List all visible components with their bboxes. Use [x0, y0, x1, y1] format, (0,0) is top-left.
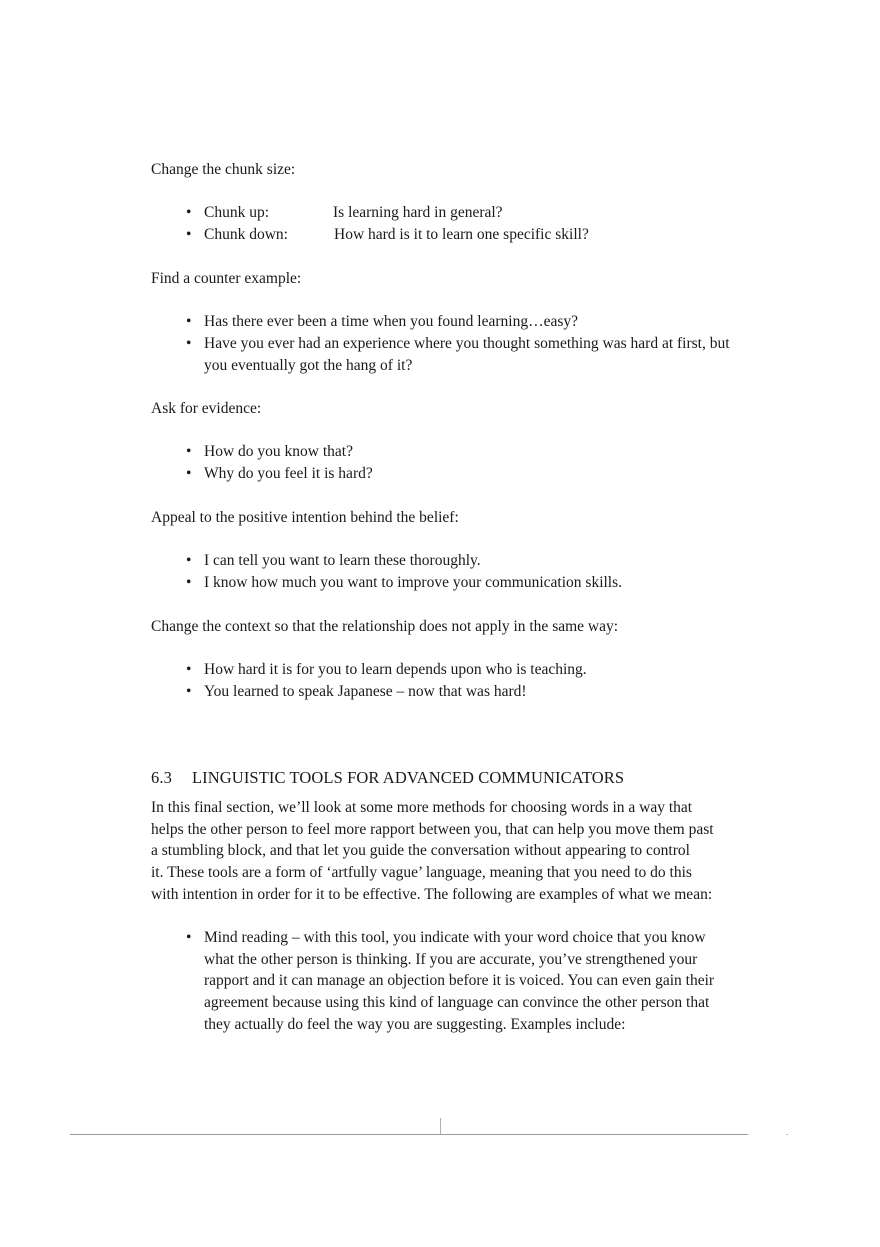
- bullet-marker: •: [186, 465, 192, 482]
- evidence-item-1: How do you know that?: [204, 443, 353, 460]
- bullet-marker: •: [186, 552, 192, 569]
- counter-item-1: Has there ever been a time when you found learning…easy?: [204, 313, 579, 330]
- bullet-marker: •: [186, 335, 192, 352]
- bullet-marker: •: [186, 661, 192, 678]
- paragraph-line-3: a stumbling block, and that let you guide the conversation without appearing to control: [151, 842, 690, 859]
- intention-item-2: I know how much you want to improve your communication skills.: [204, 574, 623, 591]
- mind-reading-line-3: rapport and it can manage an objection before it is voiced. You can even gain their: [204, 972, 715, 989]
- context-item-1: How hard it is for you to learn depends upon who is teaching.: [204, 661, 587, 678]
- chunk-down-label: Chunk down:: [204, 226, 288, 243]
- footer-rule: [70, 1134, 748, 1135]
- intention-intro: Appeal to the positive intention behind the belief:: [151, 509, 459, 526]
- evidence-item-2: Why do you feel it is hard?: [204, 465, 373, 482]
- paragraph-line-2: helps the other person to feel more rapport between you, that can help you move them past: [151, 821, 714, 838]
- chunk-up-label: Chunk up:: [204, 204, 270, 221]
- intention-item-1: I can tell you want to learn these thoroughly.: [204, 552, 481, 569]
- evidence-intro: Ask for evidence:: [151, 400, 262, 417]
- chunk-down-text: How hard is it to learn one specific skill?: [334, 226, 589, 243]
- context-item-2: You learned to speak Japanese – now that was hard!: [204, 683, 527, 700]
- bullet-marker: •: [186, 683, 192, 700]
- footer-mark: [786, 1134, 788, 1135]
- bullet-marker: •: [186, 204, 192, 221]
- bullet-marker: •: [186, 313, 192, 330]
- footer-divider-tick: [440, 1118, 441, 1134]
- section-title: LINGUISTIC TOOLS FOR ADVANCED COMMUNICATORS: [192, 768, 625, 787]
- counter-intro: Find a counter example:: [151, 270, 302, 287]
- paragraph-line-1: In this final section, we’ll look at some more methods for choosing words in a way that: [151, 799, 693, 816]
- paragraph-line-4: it. These tools are a form of ‘artfully vague’ language, meaning that you need to do this: [151, 864, 692, 881]
- counter-item-2-line-2: you eventually got the hang of it?: [204, 357, 413, 374]
- counter-item-2-line-1: Have you ever had an experience where you thought something was hard at first, but: [204, 335, 730, 352]
- mind-reading-line-4: agreement because using this kind of language can convince the other person that: [204, 994, 710, 1011]
- bullet-marker: •: [186, 929, 192, 946]
- chunk-intro: Change the chunk size:: [151, 161, 296, 178]
- chunk-up-text: Is learning hard in general?: [333, 204, 503, 221]
- bullet-marker: •: [186, 574, 192, 591]
- bullet-marker: •: [186, 226, 192, 243]
- context-intro: Change the context so that the relationship does not apply in the same way:: [151, 618, 619, 635]
- mind-reading-line-5: they actually do feel the way you are suggesting. Examples include:: [204, 1016, 626, 1033]
- section-number: 6.3: [151, 768, 172, 787]
- paragraph-line-5: with intention in order for it to be effective. The following are examples of what we mean:: [151, 886, 713, 903]
- bullet-marker: •: [186, 443, 192, 460]
- mind-reading-line-2: what the other person is thinking. If you are accurate, you’ve strengthened your: [204, 951, 698, 968]
- mind-reading-line-1: Mind reading – with this tool, you indicate with your word choice that you know: [204, 929, 706, 946]
